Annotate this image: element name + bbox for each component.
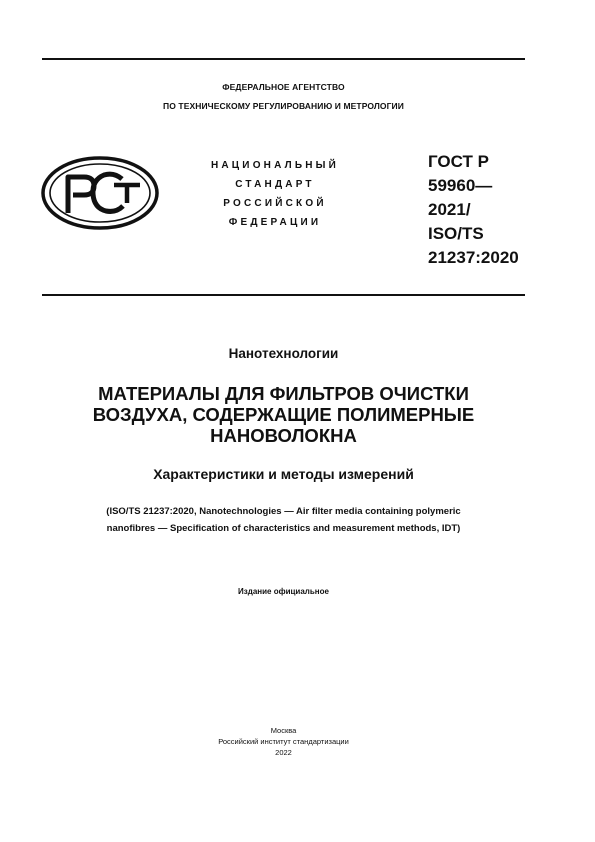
- imprint-publisher: Российский институт стандартизации: [218, 737, 349, 746]
- designation-line4: ISO/TS: [428, 224, 484, 243]
- designation-line5: 21237:2020: [428, 248, 519, 267]
- rst-circle-logo-icon: [40, 155, 160, 231]
- national-standard-line3: РОССИЙСКОЙ: [223, 198, 327, 209]
- title-line1: МАТЕРИАЛЫ ДЛЯ ФИЛЬТРОВ ОЧИСТКИ: [98, 383, 469, 404]
- designation-line1: ГОСТ Р: [428, 152, 489, 171]
- national-standard-line2: СТАНДАРТ: [235, 179, 315, 190]
- national-standard-heading: [180, 156, 370, 232]
- agency-name-line1: ФЕДЕРАЛЬНОЕ АГЕНТСТВО: [222, 82, 345, 92]
- top-rule: [42, 58, 525, 60]
- title-line3: НАНОВОЛОКНА: [210, 425, 357, 446]
- national-standard-line1: НАЦИОНАЛЬНЫЙ: [210, 160, 340, 171]
- imprint-city: Москва: [270, 726, 297, 735]
- imprint-year: 2022: [275, 748, 292, 757]
- document-title: [42, 383, 525, 446]
- middle-rule: [42, 294, 525, 296]
- imprint: [42, 725, 525, 758]
- title-line2: ВОЗДУХА, СОДЕРЖАЩИЕ ПОЛИМЕРНЫЕ: [92, 404, 475, 425]
- agency-name-line2: ПО ТЕХНИЧЕСКОМУ РЕГУЛИРОВАНИЮ И МЕТРОЛОГИИ: [163, 101, 404, 111]
- iso-reference-line1: (ISO/TS 21237:2020, Nanotechnologies — Air filter media containing polymeric: [106, 506, 461, 517]
- national-standard-line4: ФЕДЕРАЦИИ: [228, 217, 322, 228]
- document-subtitle: Характеристики и методы измерений: [153, 466, 414, 482]
- subject-heading: Нанотехнологии: [228, 346, 339, 361]
- standard-designation: [428, 150, 519, 270]
- iso-reference-line2: nanofibres — Specification of characteristics and measurement methods, IDT): [106, 523, 461, 534]
- designation-line3: 2021/: [428, 200, 471, 219]
- designation-line2: 59960—: [428, 176, 493, 195]
- iso-reference: [42, 503, 525, 537]
- edition-note: Издание официальное: [238, 587, 329, 596]
